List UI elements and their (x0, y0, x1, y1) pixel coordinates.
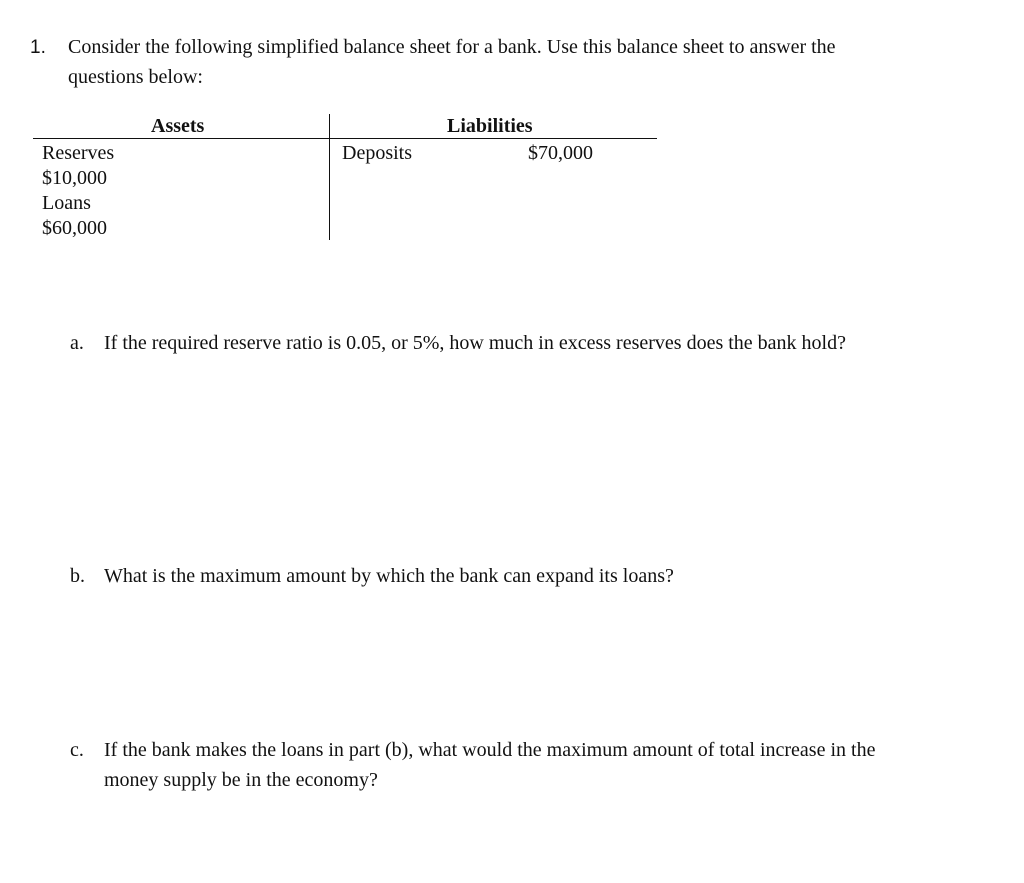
question-text-line-1: Consider the following simplified balance sheet for a bank. Use this balance sheet to answer the (68, 36, 836, 58)
assets-header: Assets (151, 115, 205, 137)
question-number: 1. (30, 37, 46, 58)
sub-question-b-letter: b. (70, 565, 85, 587)
liabilities-header: Liabilities (447, 115, 533, 137)
question-text-line-2: questions below: (68, 66, 203, 88)
liability-deposits-label: Deposits (342, 142, 412, 164)
asset-loans-label: Loans (42, 192, 91, 214)
asset-reserves-label: Reserves (42, 142, 115, 164)
sub-question-a-letter: a. (70, 332, 84, 354)
t-account-horizontal-rule (33, 138, 657, 139)
sub-question-c-letter: c. (70, 739, 84, 761)
sub-question-a-text: If the required reserve ratio is 0.05, or 5%, how much in excess reserves does the bank hold? (104, 332, 846, 354)
sub-question-b-text: What is the maximum amount by which the bank can expand its loans? (104, 565, 674, 587)
sub-question-c-text-line-1: If the bank makes the loans in part (b), what would the maximum amount of total increase in the (104, 739, 876, 761)
sub-question-c-text-line-2: money supply be in the economy? (104, 769, 378, 791)
asset-reserves-value: $10,000 (42, 167, 107, 189)
asset-loans-value: $60,000 (42, 217, 107, 239)
liability-deposits-value: $70,000 (528, 142, 593, 164)
t-account-vertical-rule (329, 114, 330, 240)
